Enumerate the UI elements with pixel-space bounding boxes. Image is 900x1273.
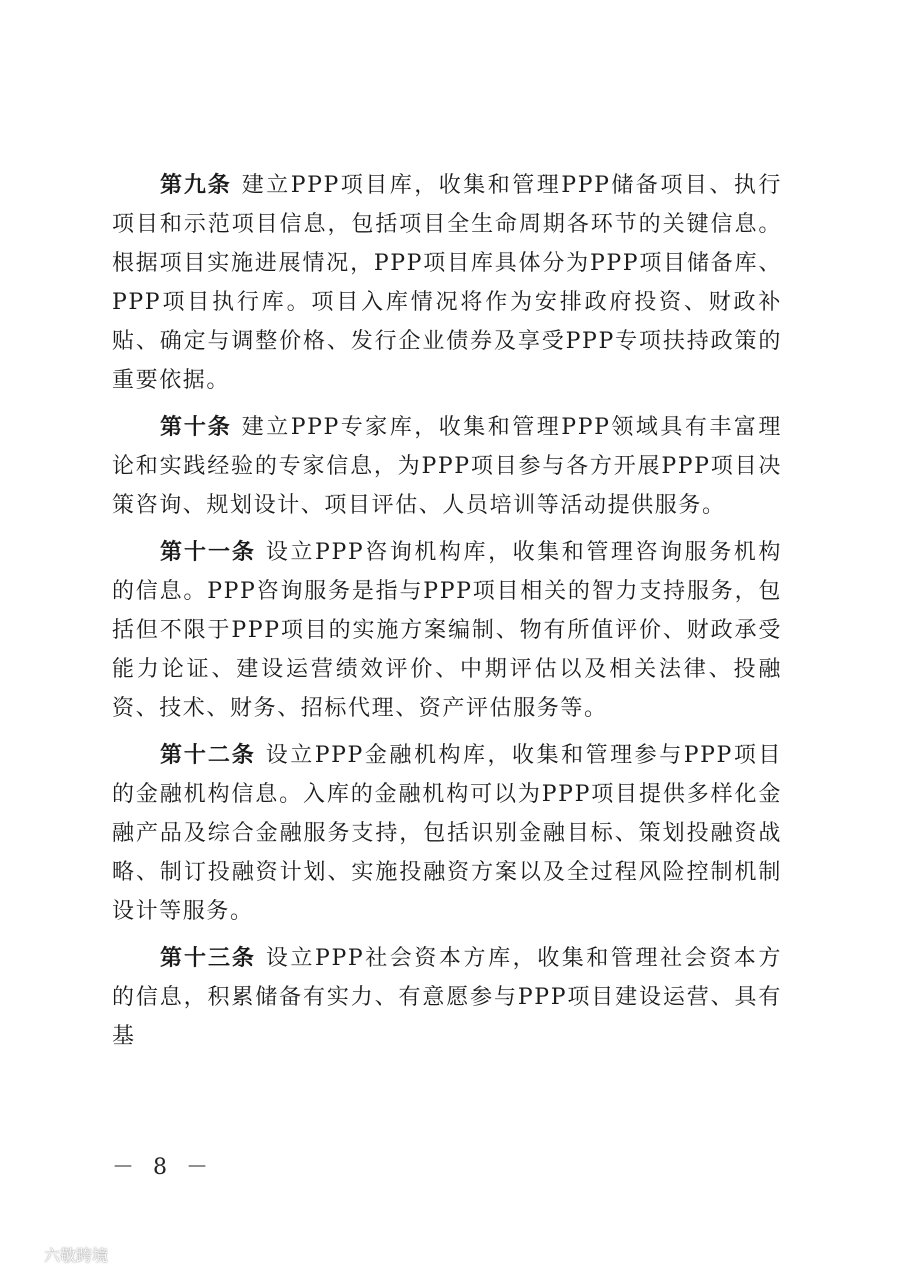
article-text: 设立PPP社会资本方库，收集和管理社会资本方的信息，积累储备有实力、有意愿参与PPP项目建设运营、具有基 [112,946,782,1049]
article-12 [112,736,782,931]
article-text: 建立PPP专家库，收集和管理PPP领域具有丰富理论和实践经验的专家信息，为PPP项目参与各方开展PPP项目决策咨询、规划设计、项目评估、人员培训等活动提供服务。 [112,415,782,518]
page-number: － 8 － [112,1155,214,1180]
watermark [8,1243,108,1266]
document-body [112,166,782,1064]
article-number: 第十条 [160,415,232,440]
article-text: 设立PPP咨询机构库，收集和管理咨询服务机构的信息。PPP咨询服务是指与PPP项目相关的智力支持服务，包括但不限于PPP项目的实施方案编制、物有所值评价、财政承受能力论证、建设运营绩效评价、中期评估以及相关法律、投融资、技术、财务、招标代理、资产评估服务等。 [112,540,782,721]
watermark-text: 六敬跨境 [44,1246,109,1265]
article-10 [112,408,782,525]
article-text: 设立PPP金融机构库，收集和管理参与PPP项目的金融机构信息。入库的金融机构可以为PPP项目提供多样化金融产品及综合金融服务支持，包括识别金融目标、策划投融资战略、制订投融资计划、实施投融资方案以及全过程风险控制机制设计等服务。 [112,743,782,924]
article-13 [112,939,782,1056]
article-number: 第十三条 [160,946,256,971]
article-9 [112,166,782,400]
article-number: 第十二条 [160,743,256,768]
article-number: 第九条 [160,173,232,198]
article-number: 第十一条 [160,540,256,565]
article-text: 建立PPP项目库，收集和管理PPP储备项目、执行项目和示范项目信息，包括项目全生命周期各环节的关键信息。根据项目实施进展情况，PPP项目库具体分为PPP项目储备库、PPP项目执行库。项目入库情况将作为安排政府投资、财政补贴、确定与调整价格、发行企业债券及享受PPP专项扶持政策的重要依据。 [112,173,782,393]
wechat-logo-icon [8,1244,38,1266]
article-11 [112,533,782,728]
